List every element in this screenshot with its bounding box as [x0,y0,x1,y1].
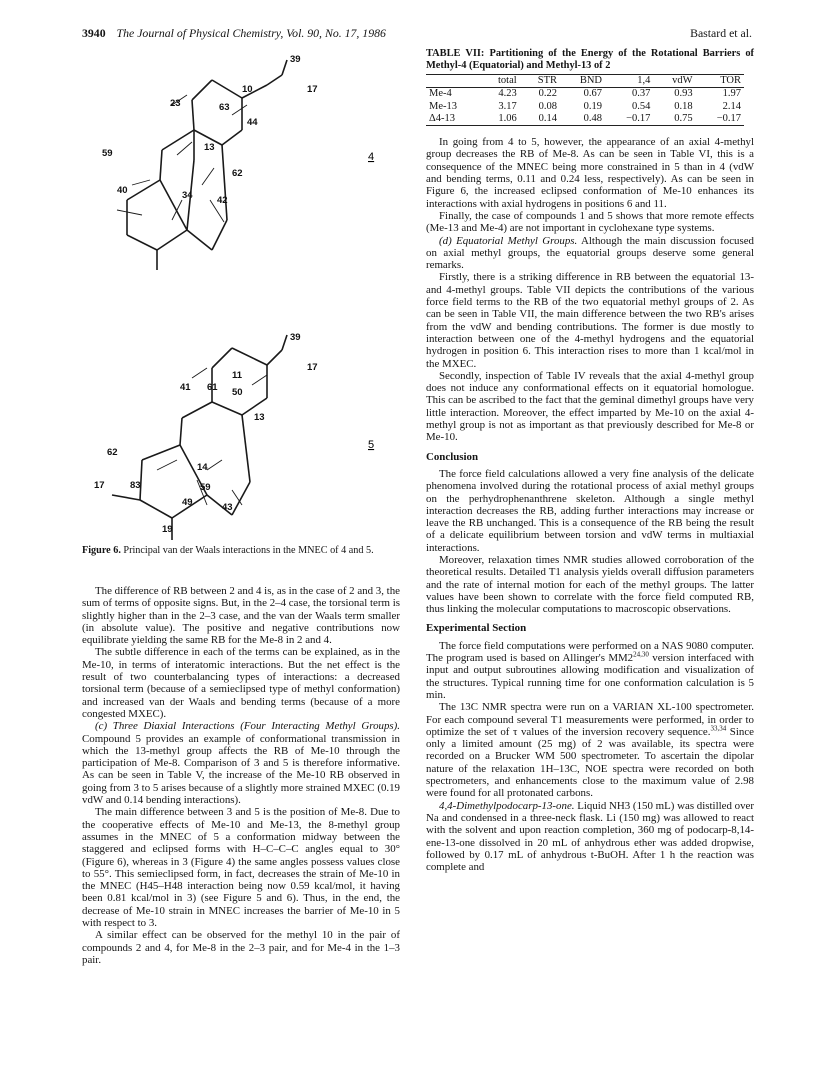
table-row [426,113,744,126]
figure-6 [82,50,400,570]
table-row [426,101,744,113]
experimental-paragraph-3: 4,4-Dimethylpodocarp-13-one. Liquid NH3 (150 mL) was distilled over Na and condensed in a three-neck flask. Li (150 mg) was allowed to react with the solvent and upon reaction completion, 360 mg of podocarp-8,14-ene-13-one dissolved in 20 mL of anhydrous ether was added dropwise, followed by 0.17 mL of anhydrous t-BuOH. After 1 h the reaction was complete and [426,799,754,874]
mol5-label-17: 17 [307,362,318,373]
table-header [426,75,480,88]
table-cell: 1.06 [498,112,517,124]
mol5-label-19: 19 [162,524,173,535]
table-header: total [498,75,517,86]
mol4-label-10: 10 [242,84,253,95]
table-7-label: TABLE VII: [426,48,485,59]
left-paragraph-2: The subtle difference in each of the terms can be explained, as in the Me-10, in terms of interatomic interactions. But the net effect is the result of two counterbalancing types of interactions: a decreased torsional term (because of a semieclipsed type of methyl conformation) and increased van der Waals and bending terms (because of a more congested MXEC). [82,646,400,720]
mol4-label-23: 23 [170,98,181,109]
mol4-label-59: 59 [102,148,113,159]
mol4-label-34: 34 [182,190,193,201]
section-d-heading: (d) Equatorial Methyl Groups. [439,234,578,247]
table-row [426,88,744,101]
left-paragraph-3: (c) Three Diaxial Interactions (Four Interacting Methyl Groups). Compound 5 provides an example of conformational transmission in which the 13-methyl group affects the RB of Me-10 through the participation of Me-8. Comparison of 3 and 5 is therefore informative. As can be seen in Table V, the increase of the Me-10 RB observed in going from 3 to 5 arises because of a slightly more strained MXEC (0.19 vdW and 0.14 bending interactions). [82,720,400,807]
table-cell: 2.14 [722,100,741,112]
table-header-row [426,75,744,88]
table-cell: Me-4 [429,88,452,100]
right-paragraph-1: In going from 4 to 5, however, the appearance of an axial 4-methyl group decreases the RB of Me-8. As can be seen in Table VI, this is a consequence of the MNEC being more constrained in 5 than in 4 (vdW and bending terms, 0.11 and 0.24 less, respectively). As can be seen in Figure 6, the increased eclipsed conformation of Me-10 enhances its interactions with axial hydrogens in positions 6 and 11. [426,136,754,210]
table-7 [426,74,744,126]
mol4-label-40: 40 [117,185,128,196]
section-c-heading: (c) Three Diaxial Interactions (Four Interacting Methyl Groups). [95,720,400,733]
compound-name: 4,4-Dimethylpodocarp-13-one. [439,799,575,812]
conclusion-heading: Conclusion [426,450,479,463]
table-cell: 0.37 [632,88,651,100]
conclusion-paragraph-1: The force field calculations allowed a very fine analysis of the delicate phenomena involved during the rotational process of axial methyl groups on the perhydrophenanthrene skeleton. Although a single methyl interaction decreases the RB, adding further interactions may increase or leave the RB unchanged. This is a consequence of the RB being the result of a delicate equilibrium between torsion and vdW terms in multiaxial interactions. [426,467,754,554]
running-header [82,26,752,42]
mol5-label-41: 41 [180,382,191,393]
mol5-label-11: 11 [232,370,243,381]
compound-label-5: 5 [368,439,375,451]
molecule-4-skeleton [127,60,287,270]
mol5-label-61: 61 [207,382,218,393]
mol4-label-62: 62 [232,168,243,179]
mol4-label-13: 13 [204,142,215,153]
table-cell: 0.19 [583,100,603,112]
table-cell: −0.17 [626,112,651,124]
table-cell: 0.54 [632,100,651,112]
compound-label-4: 4 [368,151,375,163]
table-7-title: Partitioning of the Energy of the Rotational Barriers of Methyl-4 (Equatorial) and Methyl-13 of 2 [426,48,754,71]
mol5-label-49: 49 [182,497,193,508]
figure-caption-label: Figure 6. [82,545,121,556]
table-cell: −0.17 [716,112,741,124]
table-header: TOR [720,75,741,86]
table-cell: 1.97 [722,88,741,100]
left-paragraph-5: A similar effect can be observed for the methyl 10 in the pair of compounds 2 and 4, for Me-8 in the 2–3 pair, and for Me-4 in the 1–3 pair. [82,929,400,966]
table-header: vdW [672,75,693,86]
table-cell: 0.93 [674,88,693,100]
mol4-label-63: 63 [219,102,230,113]
table-cell: 0.18 [674,100,693,112]
table-header: 1,4 [637,75,651,86]
mol5-label-17b: 17 [94,480,105,491]
mol5-label-13: 13 [254,412,265,423]
right-paragraph-2: Finally, the case of compounds 1 and 5 shows that more remote effects (Me-13 and Me-4) are not important in cyclohexane type systems. [426,209,754,235]
left-paragraph-1: The difference of RB between 2 and 4 is, as in the case of 2 and 3, the sum of terms of opposite signs. But, in the 2–4 case, the torsional term is slightly higher than in the 2–3 case, and the van der Waals term smaller (in absolute value). The positive and negative contributions now equilibrate yielding the same RB for the Me-8 in 2 and 4. [82,585,400,647]
page-number: 3940 [82,26,106,40]
table-7-caption [426,48,754,72]
table-header: BND [579,75,603,86]
table-cell: Me-13 [429,100,457,112]
author-header: Bastard et al. [690,26,752,40]
experimental-paragraph-1: The force field computations were performed on a NAS 9080 computer. The program used is based on Allinger's MM2$^{24,30}$ version interfaced with input and output subroutines allowing modification and visualization of the structures. Typical running time for one conformation calculation is 5 min. [426,639,754,701]
mol5-label-50: 50 [232,387,243,398]
mol5-label-59: 59 [200,482,211,493]
figure-caption-text: Principal van der Waals interactions in the MNEC of 4 and 5. [123,545,374,556]
conclusion-paragraph-2: Moreover, relaxation times NMR studies allowed corroboration of the theoretical results. Detailed T1 analysis yields overall diffusion parameters and the rate of internal motion for each of the methyl groups. The latter values have been shown to correlate with the force field computed RB, thus linking the molecular computations to macroscopic observations. [426,553,754,616]
mol4-label-42: 42 [217,195,228,206]
mol5-label-62: 62 [107,447,118,458]
table-header: STR [537,75,558,86]
table-cell: Δ4-13 [429,112,455,124]
mol5-label-83: 83 [130,480,141,491]
right-paragraph-4: Firstly, there is a striking difference in RB between the equatorial 13- and 4-methyl groups. Table VII depicts the contributions of the various force field terms to the RB of the two equatorial methyl groups of 2. As can be seen in Table VII, the main difference between the two RB's arises from the vdW and bending contributions. The former is due mostly to interaction between one of the 4-methyl hydrogens and the equatorial hydrogen in position 6. This interaction rises to more than 1 kcal/mol in the MXEC. [426,271,754,370]
right-column [426,48,754,873]
mol4-label-39: 39 [290,54,301,65]
mol5-label-39: 39 [290,332,301,343]
table-cell: 0.22 [538,88,558,100]
right-paragraph-3: (d) Equatorial Methyl Groups. Although the main discussion focused on axial methyl groups, the equatorial groups deserve some general remarks. [426,234,754,272]
figure-6-drawing [82,50,400,550]
right-paragraph-5: Secondly, inspection of Table IV reveals that the axial 4-methyl group does not induce any conformational effects on it equatorial homologue. This can be ascribed to the fact that the geminal dimethyl groups have very little interaction. Moreover, the effect imparted by Me-10 on the axial 4-methyl group is not as important as that previously described for Me-8 or Me-10. [426,369,754,444]
table-cell: 4.23 [498,88,517,100]
table-cell: 3.17 [498,100,517,112]
mol4-label-44: 44 [247,117,258,128]
figure-caption [82,545,400,557]
table-cell: 0.14 [538,112,558,124]
left-column [82,585,400,966]
table-cell: 0.48 [583,112,603,124]
experimental-heading: Experimental Section [426,622,527,635]
table-cell: 0.67 [583,88,603,100]
experimental-paragraph-2: The 13C NMR spectra were run on a VARIAN XL-100 spectrometer. For each compound several T1 measurements were performed, in order to optimize the set of τ values of the inversion recovery sequence.$^{33,34}$ Since only a limited amount (25 mg) of 2 was available, its spectra were recorded on a Brucker WM 500 spectrometer. To ascertain the dipolar nature of the relaxation 1H–13C, NOE spectra were recorded on both spectrometers, and enhancements close to the maximum value of 2.98 were found for all protonated carbons. [426,701,755,800]
table-cell: 0.08 [538,100,558,112]
molecule-5-skeleton [112,335,287,540]
molecule-5-atom-labels [94,332,318,535]
table-cell: 0.75 [674,112,693,124]
mol5-label-14: 14 [197,462,208,473]
left-paragraph-4: The main difference between 3 and 5 is the position of Me-8. Due to the cooperative effects of Me-10 and Me-13, the 8-methyl group assumes in the MNEC of 5 a conformation midway between the staggered and eclipsed forms with H–C–C–C angles equal to 30° (Figure 6), whereas in 3 (Figure 4) the same angles possess values close to 55°. This semieclipsed form, in fact, decreases the strain of Me-10 in the MNEC (H45–H48 interaction being now 0.59 kcal/mol, it having been 0.81 kcal/mol in 3) (see Figure 5 and 6). Thus, in the end, the decrease of Me-10 strain in MNEC increases the barrier of Me-10 in 5 with respect to 3. [82,806,400,930]
mol5-label-43: 43 [222,502,233,513]
molecule-4-atom-labels [102,54,318,206]
journal-citation: The Journal of Physical Chemistry, Vol. 90, No. 17, 1986 [116,26,386,40]
mol4-label-17: 17 [307,84,318,95]
